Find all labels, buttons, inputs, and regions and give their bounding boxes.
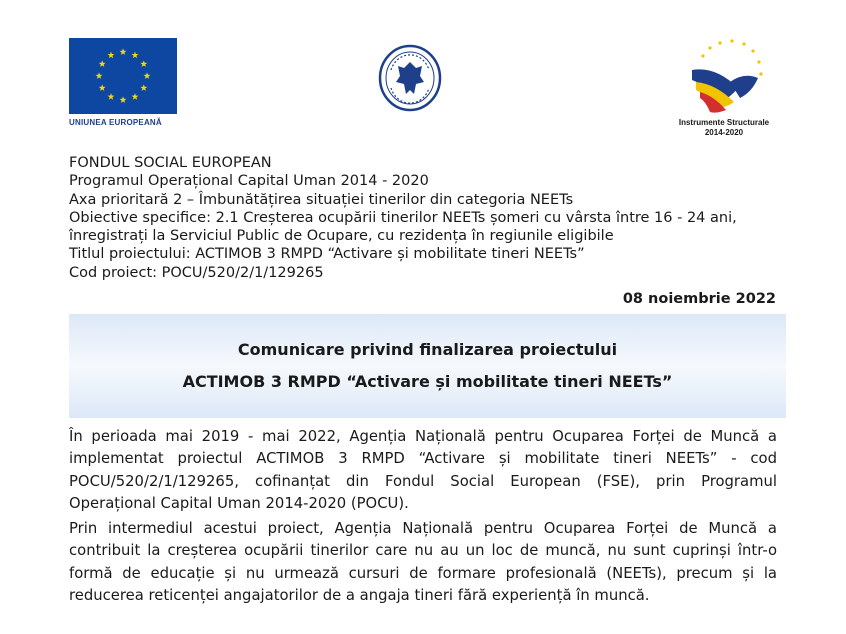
- header-line: Obiective specifice: 2.1 Creșterea ocupării tinerilor NEETs șomeri cu vârsta între 16 - 24 ani,: [69, 209, 737, 226]
- eu-star-icon: [144, 72, 151, 79]
- structural-instruments-logo-icon: [686, 36, 770, 114]
- is-caption-line1: Instrumente Structurale: [678, 118, 770, 127]
- eu-star-icon: [99, 84, 106, 91]
- banner-title-line2: ACTIMOB 3 RMPD “Activare și mobilitate tineri NEETs”: [182, 372, 673, 391]
- document-date: 08 noiembrie 2022: [622, 291, 776, 307]
- body-text: [69, 426, 777, 610]
- header-line: înregistrați la Serviciul Public de Ocupare, cu rezidența în regiunile eligibile: [69, 228, 614, 245]
- eu-star-icon: [140, 60, 147, 67]
- header-line: Cod proiect: POCU/520/2/1/129265: [69, 264, 324, 281]
- structural-instruments-caption: [662, 118, 786, 138]
- eu-star-icon: [132, 52, 139, 59]
- eu-star-icon: [99, 60, 106, 67]
- eu-star-icon: [120, 48, 127, 55]
- eu-caption: UNIUNEA EUROPEANĂ: [69, 118, 162, 127]
- government-seal-icon: [378, 44, 442, 112]
- project-header: [69, 154, 789, 282]
- eu-star-icon: [96, 72, 103, 79]
- title-banner: [69, 314, 786, 418]
- is-caption-line2: 2014-2020: [704, 128, 744, 137]
- eu-star-icon: [108, 52, 115, 59]
- eu-star-icon: [120, 96, 127, 103]
- eu-star-icon: [132, 93, 139, 100]
- eu-star-icon: [140, 84, 147, 91]
- eu-star-icon: [108, 93, 115, 100]
- header-line: Programul Operațional Capital Uman 2014 - 2020: [69, 173, 429, 190]
- eu-flag-logo: [69, 38, 177, 114]
- banner-title-line1: Comunicare privind finalizarea proiectului: [237, 340, 618, 359]
- header-line: FONDUL SOCIAL EUROPEAN: [69, 155, 272, 171]
- paragraph: Prin intermediul acestui proiect, Agenția Națională pentru Ocuparea Forței de Muncă a contribuit la creșterea ocupării tinerilor care nu au un loc de muncă, nu sunt cuprinși într-o formă de educație și nu urmează cursuri de formare profesională (NEETs), precum și la reducerea reticenței angajatorilor de a angaja tineri fără experiență în muncă.: [69, 520, 777, 605]
- header-line: Axa prioritară 2 – Îmbunătățirea situației tinerilor din categoria NEETs: [69, 191, 574, 208]
- paragraph: În perioada mai 2019 - mai 2022, Agenția Națională pentru Ocuparea Forței de Muncă a implementat proiectul ACTIMOB 3 RMPD “Activare și mobilitate tineri NEETs” - cod POCU/520/2/1/129265, cofinanțat din Fondul Social European (FSE), prin Programul Operațional Capital Uman 2014-2020 (POCU).: [69, 428, 777, 512]
- eu-stars-icon: [69, 38, 177, 114]
- header-line: Titlul proiectului: ACTIMOB 3 RMPD “Activare și mobilitate tineri NEETs”: [69, 246, 585, 263]
